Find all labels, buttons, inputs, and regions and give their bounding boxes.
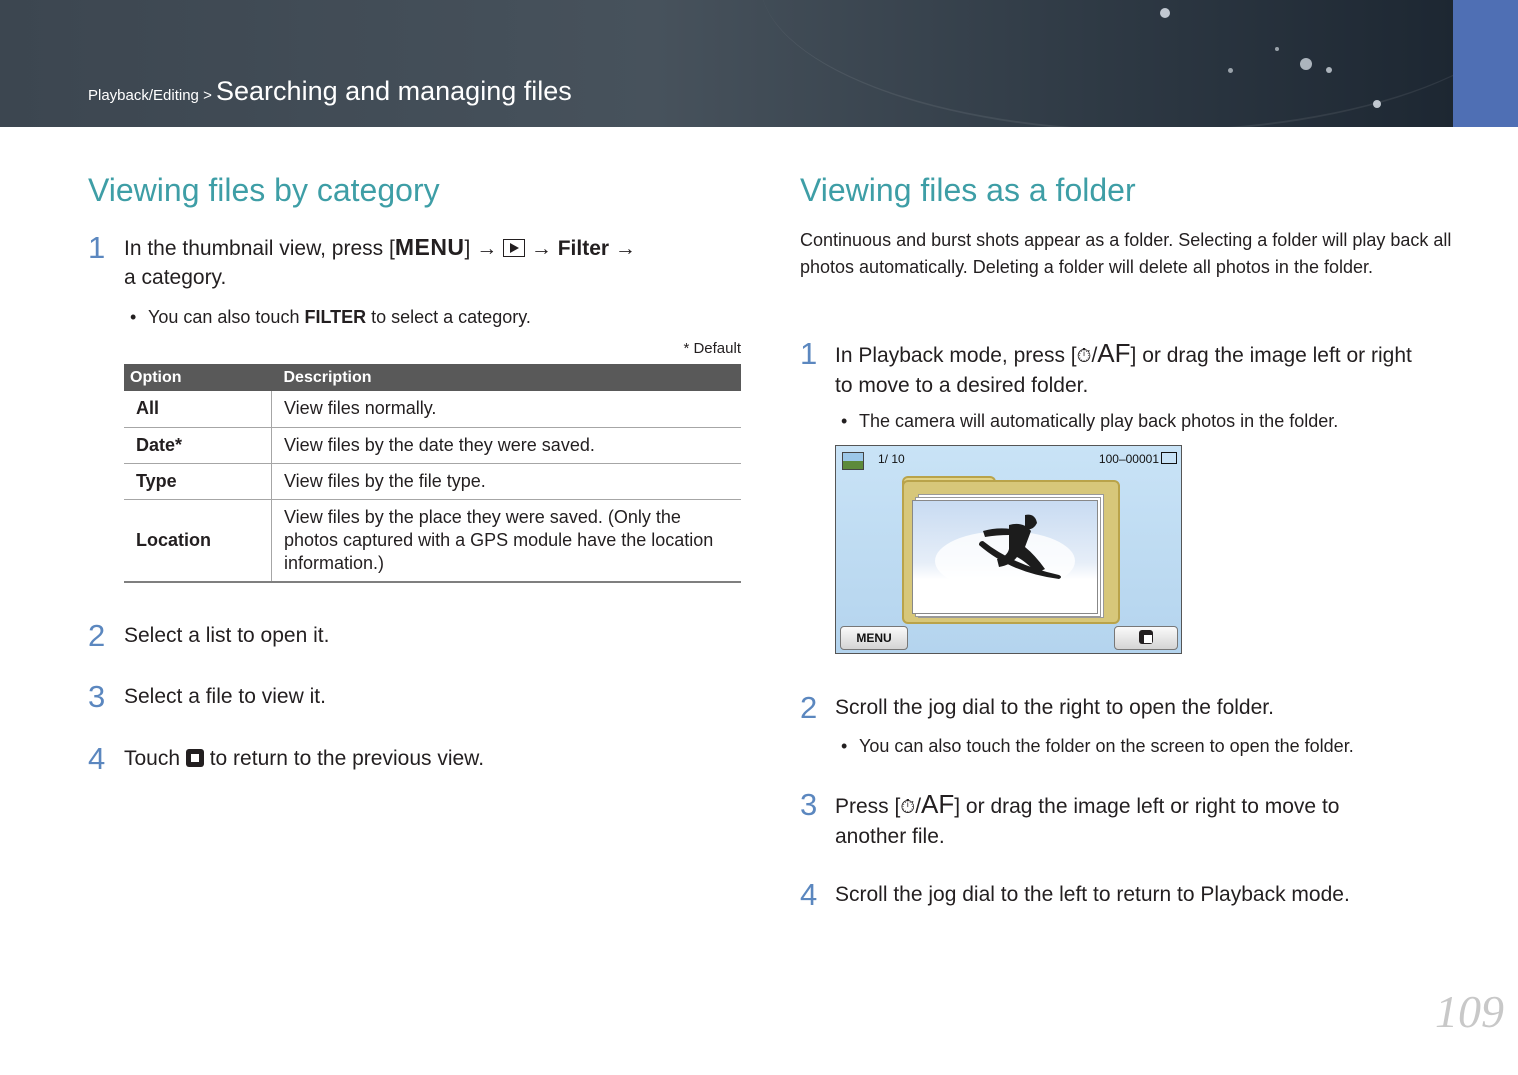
intro-paragraph: Continuous and burst shots appear as a folder. Selecting a folder will play back all photos automatically. Deleting a folder will delete all photos in the folder. <box>800 230 1452 277</box>
screen-file-number: 100–00001 <box>1098 452 1159 466</box>
return-icon <box>1139 630 1153 644</box>
bullet-item: • The camera will automatically play back photos in the folder. <box>859 409 1338 433</box>
bullet-text: You can also touch <box>148 307 305 327</box>
header-accent-block <box>1453 0 1518 127</box>
af-glyph: AF <box>921 789 955 819</box>
option-cell: Location <box>124 499 272 582</box>
timer-icon: ⏱ <box>1076 346 1092 367</box>
step-number: 1 <box>800 336 818 371</box>
step-number: 3 <box>800 787 818 822</box>
option-cell: Date* <box>124 427 272 463</box>
header-sparkle <box>1275 47 1279 51</box>
step-text <box>124 744 484 773</box>
bullet-bold: FILTER <box>304 307 367 327</box>
playback-icon <box>503 239 525 257</box>
table-header: Description <box>272 364 742 391</box>
option-cell: All <box>124 391 272 427</box>
af-glyph: AF <box>1097 338 1131 368</box>
step-text: Press [⏱/AF] or drag the image left or right to move to another file. <box>835 789 1340 848</box>
snowboarder-icon <box>913 501 1097 613</box>
option-cell: Type <box>124 463 272 499</box>
bullet-text: to select a category. <box>366 307 531 327</box>
step-text-part: Touch <box>124 747 186 770</box>
table-row <box>124 499 741 582</box>
page-number: 109 <box>1435 986 1504 1037</box>
step-number: 4 <box>800 877 818 912</box>
description-cell: View files by the date they were saved. <box>272 427 742 463</box>
step-text-part: In Playback mode, press [ <box>835 344 1077 367</box>
header-sparkle <box>1160 8 1170 18</box>
table-row <box>124 427 741 463</box>
screen-counter: 1/ 10 <box>878 452 905 466</box>
header-sparkle <box>1373 100 1381 108</box>
step-number: 1 <box>88 230 106 265</box>
step-text-part: to return to the previous view. <box>203 747 485 770</box>
header-sparkle <box>1300 58 1312 70</box>
header-decoration <box>760 0 1453 127</box>
step-number: 4 <box>88 741 106 776</box>
right-heading: Viewing files as a folder <box>800 172 1136 208</box>
return-icon <box>186 749 204 767</box>
table-header: Option <box>124 364 272 391</box>
step-text: Scroll the jog dial to the right to open the folder. <box>835 696 1274 719</box>
step-text: Select a list to open it. <box>124 624 330 647</box>
image-icon <box>842 452 864 470</box>
menu-glyph: MENU <box>394 234 465 260</box>
description-cell: View files by the file type. <box>272 463 742 499</box>
camera-screen-illustration <box>835 445 1182 654</box>
step-text: In Playback mode, press [⏱/AF] or drag the image left or right to move to a desired folder. <box>835 338 1412 397</box>
battery-icon <box>1161 452 1177 464</box>
step-number: 3 <box>88 679 106 714</box>
description-cell: View files by the place they were saved. (Only the photos captured with a GPS module have the location information.) <box>272 499 742 582</box>
breadcrumb <box>88 76 572 107</box>
step-text <box>124 233 744 292</box>
page-header <box>0 0 1453 127</box>
screen-menu-button: MENU <box>840 626 908 650</box>
step-text-part: ] → <box>464 237 504 260</box>
step-text-part: ] or drag the image left or right to move to another file. <box>835 795 1340 848</box>
table-row <box>124 391 741 427</box>
left-heading: Viewing files by category <box>88 172 440 208</box>
snowboarder-photo <box>912 500 1098 614</box>
breadcrumb-section: Playback/Editing <box>88 87 199 104</box>
step-text: Select a file to view it. <box>124 685 326 708</box>
header-sparkle <box>1326 67 1332 73</box>
timer-icon: ⏱ <box>900 797 916 818</box>
step-text-part: → <box>525 237 558 260</box>
bullet-item <box>148 305 531 329</box>
step-text-part: Press [ <box>835 795 901 818</box>
step-text: Scroll the jog dial to the left to return to Playback mode. <box>835 883 1350 906</box>
description-cell: View files normally. <box>272 391 742 427</box>
step-text-part: In the thumbnail view, press [ <box>124 237 395 260</box>
step-text-part: → <box>609 237 636 260</box>
options-table <box>124 364 741 583</box>
step-text-part: a category. <box>124 266 227 289</box>
header-sparkle <box>1228 68 1233 73</box>
step-number: 2 <box>800 690 818 725</box>
breadcrumb-title: Searching and managing files <box>216 76 572 106</box>
step-number: 2 <box>88 618 106 653</box>
table-header-row <box>124 364 741 391</box>
breadcrumb-separator: > <box>198 87 217 104</box>
bullet-item: • You can also touch the folder on the screen to open the folder. <box>859 734 1354 758</box>
screen-return-button <box>1114 626 1178 650</box>
table-row <box>124 463 741 499</box>
step-text-part: ] or drag the image left or right to move to a desired folder. <box>835 344 1412 397</box>
default-note: * Default <box>683 340 741 357</box>
filter-label: Filter <box>557 237 610 260</box>
